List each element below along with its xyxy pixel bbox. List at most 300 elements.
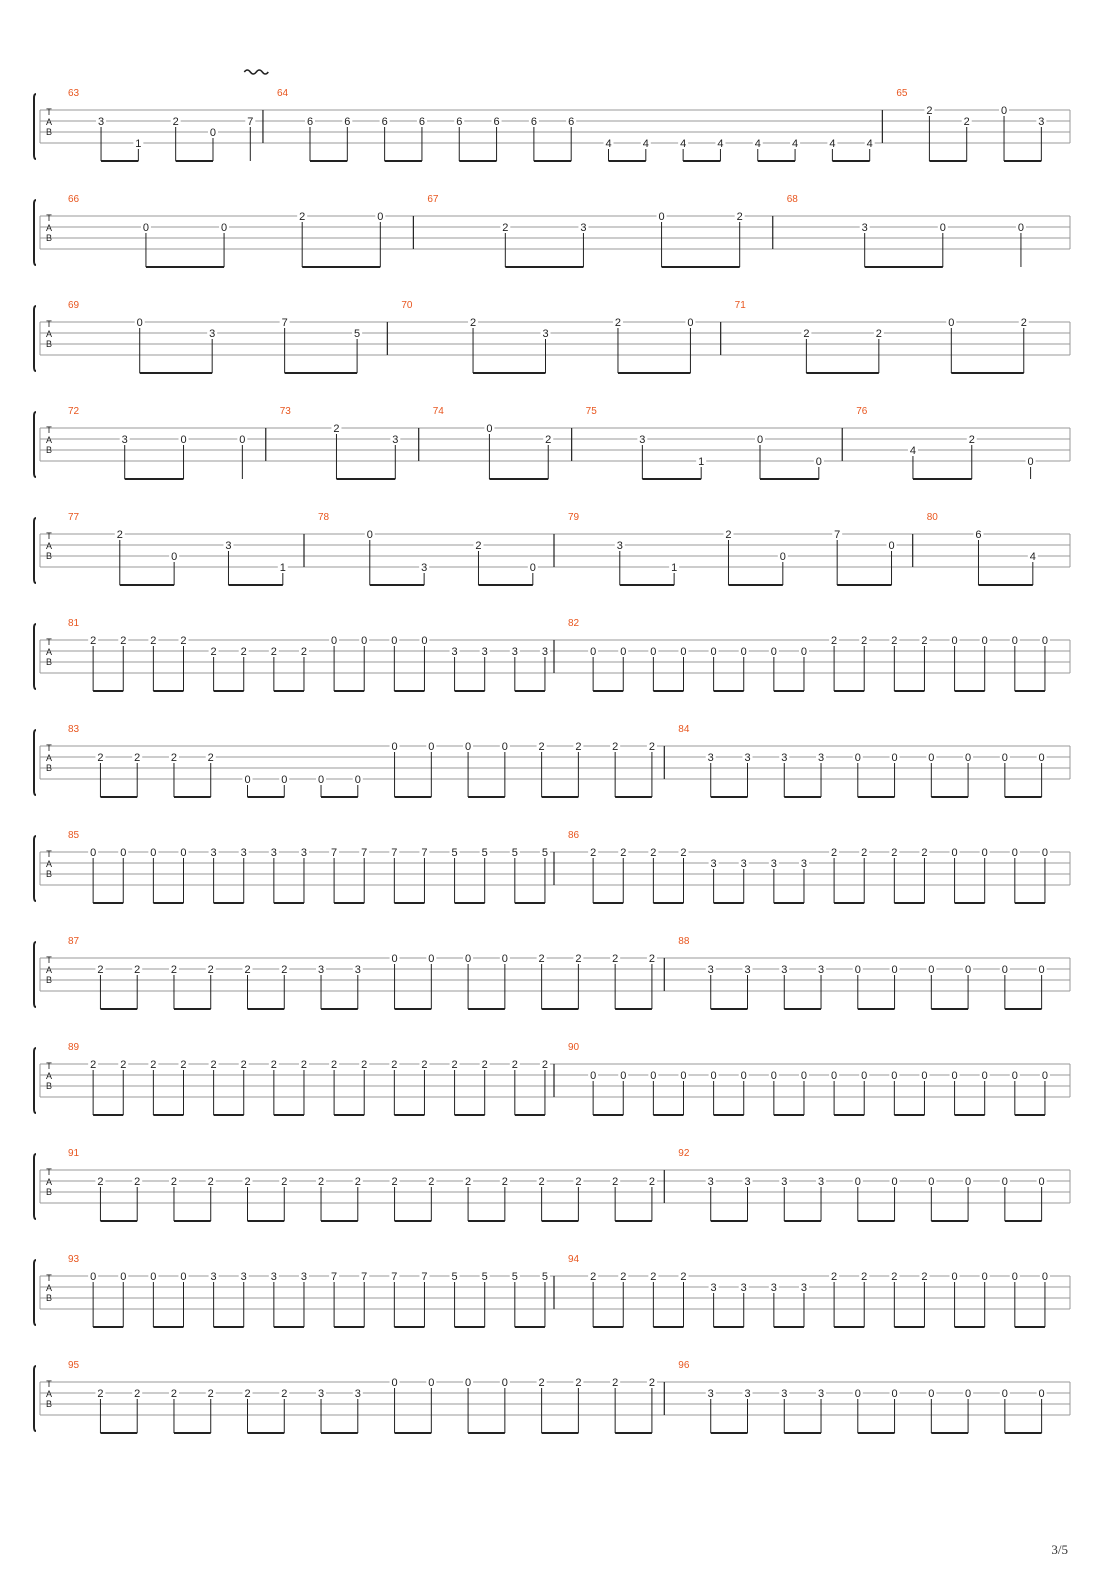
fret-number: 3 bbox=[451, 646, 458, 658]
fret-number: 3 bbox=[817, 964, 825, 976]
system-bracket bbox=[34, 306, 36, 371]
fret-number: 7 bbox=[247, 116, 254, 128]
fret-number: 4 bbox=[605, 138, 612, 150]
measure-number: 67 bbox=[427, 194, 439, 205]
fret-number: 3 bbox=[542, 328, 549, 340]
fret-number: 3 bbox=[580, 222, 587, 234]
fret-number: 0 bbox=[680, 646, 687, 658]
fret-number: 2 bbox=[333, 423, 340, 435]
fret-number: 3 bbox=[1038, 116, 1045, 128]
tab-clef-letter: A bbox=[45, 1071, 53, 1081]
measure-number: 66 bbox=[68, 194, 80, 205]
fret-number: 2 bbox=[575, 953, 582, 965]
fret-number: 2 bbox=[831, 847, 838, 859]
fret-number: 0 bbox=[1011, 1070, 1018, 1082]
measure-number: 94 bbox=[568, 1254, 580, 1265]
fret-number: 7 bbox=[361, 1271, 368, 1283]
fret-number: 2 bbox=[134, 752, 141, 764]
fret-number: 2 bbox=[428, 1176, 435, 1188]
fret-number: 5 bbox=[511, 1271, 518, 1283]
fret-number: 0 bbox=[951, 635, 958, 647]
fret-number: 2 bbox=[244, 1176, 251, 1188]
fret-number: 2 bbox=[575, 741, 582, 753]
fret-number: 6 bbox=[568, 116, 575, 128]
fret-number: 3 bbox=[354, 964, 361, 976]
tab-clef-letter: B bbox=[45, 551, 53, 561]
tab-clef-letter: A bbox=[45, 223, 53, 233]
fret-number: 3 bbox=[707, 964, 714, 976]
fret-number: 0 bbox=[281, 774, 288, 786]
system-bracket bbox=[34, 624, 36, 689]
fret-number: 2 bbox=[391, 1059, 398, 1071]
tab-clef-letter: T bbox=[46, 107, 52, 117]
fret-number: 3 bbox=[317, 1388, 325, 1400]
fret-number: 2 bbox=[612, 741, 619, 753]
fret-number: 2 bbox=[541, 1059, 549, 1071]
fret-number: 2 bbox=[831, 635, 838, 647]
fret-number: 0 bbox=[239, 434, 246, 446]
fret-number: 0 bbox=[981, 1070, 988, 1082]
fret-number: 4 bbox=[909, 445, 917, 457]
tab-clef-letter: A bbox=[45, 859, 53, 869]
fret-number: 0 bbox=[354, 774, 361, 786]
fret-number: 0 bbox=[965, 1176, 972, 1188]
fret-number: 2 bbox=[575, 1176, 582, 1188]
fret-number: 2 bbox=[270, 646, 277, 658]
fret-number: 2 bbox=[725, 529, 732, 541]
fret-number: 3 bbox=[210, 847, 217, 859]
fret-number: 2 bbox=[300, 646, 308, 658]
tab-clef-letter: B bbox=[45, 233, 53, 243]
fret-number: 0 bbox=[590, 646, 597, 658]
system-bracket bbox=[34, 518, 36, 583]
fret-number: 0 bbox=[965, 964, 972, 976]
measure-number: 92 bbox=[678, 1148, 690, 1159]
fret-number: 2 bbox=[590, 1271, 597, 1283]
fret-number: 2 bbox=[421, 1059, 428, 1071]
measure-number: 85 bbox=[68, 830, 80, 841]
fret-number: 4 bbox=[866, 138, 873, 150]
vibrato-mark bbox=[244, 70, 268, 74]
measure-number: 77 bbox=[68, 512, 80, 523]
fret-number: 3 bbox=[210, 1271, 217, 1283]
fret-number: 5 bbox=[541, 847, 549, 859]
fret-number: 3 bbox=[421, 562, 428, 574]
fret-number: 2 bbox=[968, 434, 975, 446]
tab-clef-letter: T bbox=[46, 319, 52, 329]
system-bracket bbox=[34, 94, 36, 159]
fret-number: 2 bbox=[538, 1176, 545, 1188]
fret-number: 1 bbox=[135, 138, 142, 150]
fret-number: 7 bbox=[391, 847, 398, 859]
tab-clef-letter: T bbox=[46, 1167, 52, 1177]
fret-number: 3 bbox=[317, 964, 325, 976]
tab-clef-letter: B bbox=[45, 445, 53, 455]
fret-number: 0 bbox=[710, 1070, 717, 1082]
fret-number: 0 bbox=[465, 1377, 472, 1389]
fret-number: 0 bbox=[428, 741, 435, 753]
fret-number: 2 bbox=[244, 964, 251, 976]
fret-number: 2 bbox=[891, 1271, 898, 1283]
tab-clef-letter: T bbox=[46, 1273, 52, 1283]
fret-number: 2 bbox=[134, 1388, 141, 1400]
measure-number: 86 bbox=[568, 830, 580, 841]
fret-number: 7 bbox=[281, 317, 288, 329]
measure-number: 84 bbox=[678, 724, 690, 735]
fret-number: 4 bbox=[642, 138, 649, 150]
measure-number: 70 bbox=[401, 300, 413, 311]
fret-number: 2 bbox=[331, 1059, 338, 1071]
fret-number: 0 bbox=[465, 953, 472, 965]
fret-number: 2 bbox=[97, 752, 104, 764]
fret-number: 2 bbox=[926, 105, 933, 117]
fret-number: 0 bbox=[965, 752, 972, 764]
fret-number: 0 bbox=[891, 752, 898, 764]
fret-number: 0 bbox=[650, 646, 657, 658]
fret-number: 2 bbox=[502, 222, 509, 234]
fret-number: 0 bbox=[854, 964, 861, 976]
fret-number: 2 bbox=[680, 1271, 687, 1283]
fret-number: 2 bbox=[150, 635, 157, 647]
fret-number: 3 bbox=[861, 222, 868, 234]
fret-number: 0 bbox=[620, 646, 627, 658]
fret-number: 2 bbox=[170, 1388, 178, 1400]
fret-number: 3 bbox=[511, 646, 518, 658]
fret-number: 2 bbox=[97, 964, 104, 976]
tab-clef-letter: A bbox=[45, 1177, 53, 1187]
fret-number: 3 bbox=[781, 1176, 788, 1188]
system-bracket bbox=[34, 836, 36, 901]
measure-number: 76 bbox=[856, 406, 868, 417]
tab-clef-letter: T bbox=[46, 425, 52, 435]
fret-number: 0 bbox=[756, 434, 764, 446]
fret-number: 2 bbox=[648, 741, 655, 753]
fret-number: 3 bbox=[744, 1388, 751, 1400]
fret-number: 2 bbox=[120, 1059, 127, 1071]
fret-number: 3 bbox=[707, 752, 714, 764]
fret-number: 2 bbox=[120, 635, 127, 647]
fret-number: 0 bbox=[650, 1070, 657, 1082]
fret-number: 0 bbox=[180, 434, 187, 446]
measure-number: 73 bbox=[279, 406, 291, 417]
fret-number: 3 bbox=[97, 116, 105, 128]
tab-clef-letter: T bbox=[46, 1379, 52, 1389]
fret-number: 0 bbox=[142, 222, 149, 234]
fret-number: 2 bbox=[648, 1176, 655, 1188]
system-bracket bbox=[34, 730, 36, 795]
fret-number: 3 bbox=[744, 964, 751, 976]
fret-number: 0 bbox=[921, 1070, 928, 1082]
fret-number: 3 bbox=[770, 1282, 777, 1294]
measure-number: 83 bbox=[68, 724, 80, 735]
fret-number: 0 bbox=[680, 1070, 687, 1082]
fret-number: 2 bbox=[680, 847, 687, 859]
measure-number: 72 bbox=[68, 406, 80, 417]
fret-number: 1 bbox=[671, 562, 678, 574]
fret-number: 3 bbox=[481, 646, 488, 658]
fret-number: 0 bbox=[529, 562, 536, 574]
fret-number: 3 bbox=[240, 847, 247, 859]
fret-number: 2 bbox=[511, 1059, 518, 1071]
fret-number: 0 bbox=[1017, 222, 1024, 234]
fret-number: 2 bbox=[354, 1176, 361, 1188]
tab-clef-letter: T bbox=[46, 1061, 52, 1071]
system-bracket bbox=[34, 1260, 36, 1325]
fret-number: 2 bbox=[538, 1377, 545, 1389]
fret-number: 6 bbox=[456, 116, 463, 128]
fret-number: 2 bbox=[650, 847, 657, 859]
system-bracket bbox=[34, 1366, 36, 1431]
fret-number: 4 bbox=[717, 138, 724, 150]
fret-number: 0 bbox=[1001, 964, 1008, 976]
tab-clef-letter: B bbox=[45, 339, 53, 349]
fret-number: 0 bbox=[928, 964, 935, 976]
tab-clef-letter: A bbox=[45, 541, 53, 551]
system-bracket bbox=[34, 1048, 36, 1113]
fret-number: 3 bbox=[710, 858, 717, 870]
fret-number: 0 bbox=[90, 847, 97, 859]
tab-clef-letter: B bbox=[45, 1081, 53, 1091]
fret-number: 4 bbox=[1029, 551, 1036, 563]
fret-number: 0 bbox=[1041, 1271, 1049, 1283]
measure-number: 78 bbox=[318, 512, 330, 523]
fret-number: 0 bbox=[854, 752, 861, 764]
fret-number: 0 bbox=[658, 211, 665, 223]
fret-number: 2 bbox=[317, 1176, 325, 1188]
fret-number: 3 bbox=[800, 858, 808, 870]
fret-number: 0 bbox=[1041, 1070, 1049, 1082]
fret-number: 2 bbox=[648, 953, 655, 965]
measure-number: 90 bbox=[568, 1042, 580, 1053]
system-bracket bbox=[34, 942, 36, 1007]
fret-number: 0 bbox=[854, 1176, 861, 1188]
fret-number: 7 bbox=[331, 1271, 338, 1283]
fret-number: 0 bbox=[1041, 847, 1049, 859]
fret-number: 5 bbox=[481, 847, 488, 859]
fret-number: 0 bbox=[1001, 1388, 1008, 1400]
fret-number: 0 bbox=[779, 551, 786, 563]
fret-number: 0 bbox=[740, 646, 747, 658]
fret-number: 1 bbox=[279, 562, 286, 574]
fret-number: 2 bbox=[170, 1176, 178, 1188]
fret-number: 2 bbox=[465, 1176, 472, 1188]
fret-number: 2 bbox=[875, 328, 882, 340]
measure-number: 87 bbox=[68, 936, 80, 947]
fret-number: 3 bbox=[639, 434, 646, 446]
fret-number: 3 bbox=[707, 1176, 714, 1188]
fret-number: 3 bbox=[270, 847, 277, 859]
fret-number: 0 bbox=[687, 317, 694, 329]
fret-number: 0 bbox=[1041, 635, 1049, 647]
fret-number: 0 bbox=[361, 635, 368, 647]
fret-number: 3 bbox=[817, 752, 825, 764]
measure-number: 64 bbox=[276, 88, 289, 99]
fret-number: 0 bbox=[171, 551, 178, 563]
fret-number: 3 bbox=[781, 1388, 788, 1400]
fret-number: 0 bbox=[391, 741, 398, 753]
measure-number: 89 bbox=[68, 1042, 80, 1053]
fret-number: 2 bbox=[620, 1271, 627, 1283]
fret-number: 0 bbox=[244, 774, 251, 786]
fret-number: 4 bbox=[754, 138, 761, 150]
fret-number: 2 bbox=[451, 1059, 458, 1071]
fret-number: 3 bbox=[121, 434, 128, 446]
fret-number: 2 bbox=[612, 1377, 619, 1389]
fret-number: 3 bbox=[707, 1388, 714, 1400]
fret-number: 0 bbox=[620, 1070, 627, 1082]
fret-number: 2 bbox=[921, 1271, 928, 1283]
fret-number: 3 bbox=[781, 964, 788, 976]
fret-number: 2 bbox=[614, 317, 622, 329]
fret-number: 2 bbox=[299, 211, 306, 223]
fret-number: 4 bbox=[829, 138, 836, 150]
fret-number: 3 bbox=[300, 1271, 308, 1283]
fret-number: 0 bbox=[928, 1176, 935, 1188]
tab-clef-letter: B bbox=[45, 1187, 53, 1197]
fret-number: 0 bbox=[428, 1377, 435, 1389]
measure-number: 91 bbox=[68, 1148, 80, 1159]
fret-number: 0 bbox=[317, 774, 325, 786]
fret-number: 2 bbox=[281, 964, 288, 976]
fret-number: 0 bbox=[377, 211, 384, 223]
fret-number: 2 bbox=[300, 1059, 308, 1071]
fret-number: 2 bbox=[861, 847, 868, 859]
fret-number: 0 bbox=[891, 1388, 898, 1400]
fret-number: 0 bbox=[831, 1070, 838, 1082]
measure-number: 93 bbox=[68, 1254, 80, 1265]
measure-number: 79 bbox=[568, 512, 580, 523]
fret-number: 2 bbox=[170, 752, 178, 764]
fret-number: 2 bbox=[281, 1388, 288, 1400]
fret-number: 2 bbox=[90, 635, 97, 647]
fret-number: 0 bbox=[391, 953, 398, 965]
fret-number: 0 bbox=[136, 317, 143, 329]
fret-number: 0 bbox=[391, 635, 398, 647]
fret-number: 0 bbox=[1011, 635, 1018, 647]
fret-number: 0 bbox=[1001, 752, 1008, 764]
fret-number: 0 bbox=[120, 1271, 127, 1283]
tab-clef-letter: A bbox=[45, 1283, 53, 1293]
fret-number: 2 bbox=[891, 847, 898, 859]
fret-number: 3 bbox=[817, 1388, 825, 1400]
fret-number: 7 bbox=[331, 847, 338, 859]
fret-number: 0 bbox=[981, 847, 988, 859]
measure-number: 96 bbox=[678, 1360, 690, 1371]
fret-number: 5 bbox=[481, 1271, 488, 1283]
fret-number: 3 bbox=[240, 1271, 247, 1283]
fret-number: 0 bbox=[800, 646, 808, 658]
fret-number: 2 bbox=[831, 1271, 838, 1283]
fret-number: 2 bbox=[180, 1059, 187, 1071]
fret-number: 0 bbox=[590, 1070, 597, 1082]
page-number: 3/5 bbox=[1051, 1542, 1068, 1557]
fret-number: 0 bbox=[965, 1388, 972, 1400]
fret-number: 2 bbox=[207, 1176, 214, 1188]
tab-clef-letter: A bbox=[45, 1389, 53, 1399]
fret-number: 2 bbox=[612, 1176, 619, 1188]
fret-number: 0 bbox=[891, 964, 898, 976]
fret-number: 2 bbox=[90, 1059, 97, 1071]
fret-number: 6 bbox=[344, 116, 351, 128]
fret-number: 2 bbox=[803, 328, 810, 340]
fret-number: 2 bbox=[861, 1271, 868, 1283]
tab-clef-letter: A bbox=[45, 965, 53, 975]
fret-number: 0 bbox=[928, 752, 935, 764]
fret-number: 0 bbox=[501, 953, 508, 965]
fret-number: 2 bbox=[538, 953, 545, 965]
tab-clef-letter: A bbox=[45, 435, 53, 445]
fret-number: 6 bbox=[381, 116, 388, 128]
fret-number: 0 bbox=[1011, 847, 1018, 859]
fret-number: 2 bbox=[861, 635, 868, 647]
fret-number: 2 bbox=[172, 116, 179, 128]
tab-clef-letter: T bbox=[46, 531, 52, 541]
fret-number: 2 bbox=[134, 1176, 141, 1188]
fret-number: 3 bbox=[616, 540, 623, 552]
fret-number: 5 bbox=[511, 847, 518, 859]
fret-number: 2 bbox=[97, 1176, 104, 1188]
measure-number: 88 bbox=[678, 936, 690, 947]
fret-number: 0 bbox=[366, 529, 373, 541]
fret-number: 0 bbox=[770, 1070, 777, 1082]
fret-number: 3 bbox=[740, 1282, 747, 1294]
system-bracket bbox=[34, 1154, 36, 1219]
measure-number: 71 bbox=[734, 300, 746, 311]
fret-number: 7 bbox=[361, 847, 368, 859]
fret-number: 6 bbox=[530, 116, 537, 128]
tab-clef-letter: A bbox=[45, 753, 53, 763]
fret-number: 0 bbox=[981, 1271, 988, 1283]
fret-number: 0 bbox=[740, 1070, 747, 1082]
fret-number: 2 bbox=[921, 847, 928, 859]
fret-number: 2 bbox=[170, 964, 178, 976]
fret-number: 0 bbox=[465, 741, 472, 753]
fret-number: 6 bbox=[975, 529, 982, 541]
fret-number: 3 bbox=[744, 752, 751, 764]
fret-number: 2 bbox=[648, 1377, 655, 1389]
fret-number: 0 bbox=[421, 635, 428, 647]
fret-number: 6 bbox=[306, 116, 314, 128]
fret-number: 1 bbox=[698, 456, 705, 468]
fret-number: 6 bbox=[493, 116, 500, 128]
tab-clef-letter: A bbox=[45, 117, 53, 127]
tab-clef-letter: B bbox=[45, 127, 53, 137]
fret-number: 3 bbox=[744, 1176, 751, 1188]
fret-number: 7 bbox=[421, 847, 428, 859]
fret-number: 0 bbox=[948, 317, 955, 329]
fret-number: 0 bbox=[221, 222, 228, 234]
fret-number: 5 bbox=[541, 1271, 549, 1283]
tab-clef-letter: T bbox=[46, 743, 52, 753]
fret-number: 3 bbox=[781, 752, 788, 764]
fret-number: 0 bbox=[951, 847, 958, 859]
tab-clef-letter: A bbox=[45, 329, 53, 339]
measure-number: 68 bbox=[786, 194, 798, 205]
tab-clef-letter: A bbox=[45, 647, 53, 657]
fret-number: 2 bbox=[469, 317, 477, 329]
fret-number: 2 bbox=[244, 1388, 251, 1400]
fret-number: 2 bbox=[207, 1388, 214, 1400]
fret-number: 2 bbox=[116, 529, 123, 541]
fret-number: 0 bbox=[150, 847, 157, 859]
fret-number: 2 bbox=[150, 1059, 157, 1071]
fret-number: 0 bbox=[150, 1271, 157, 1283]
fret-number: 2 bbox=[538, 741, 545, 753]
measure-number: 74 bbox=[432, 406, 444, 417]
fret-number: 3 bbox=[270, 1271, 277, 1283]
fret-number: 0 bbox=[854, 1388, 861, 1400]
fret-number: 3 bbox=[392, 434, 399, 446]
